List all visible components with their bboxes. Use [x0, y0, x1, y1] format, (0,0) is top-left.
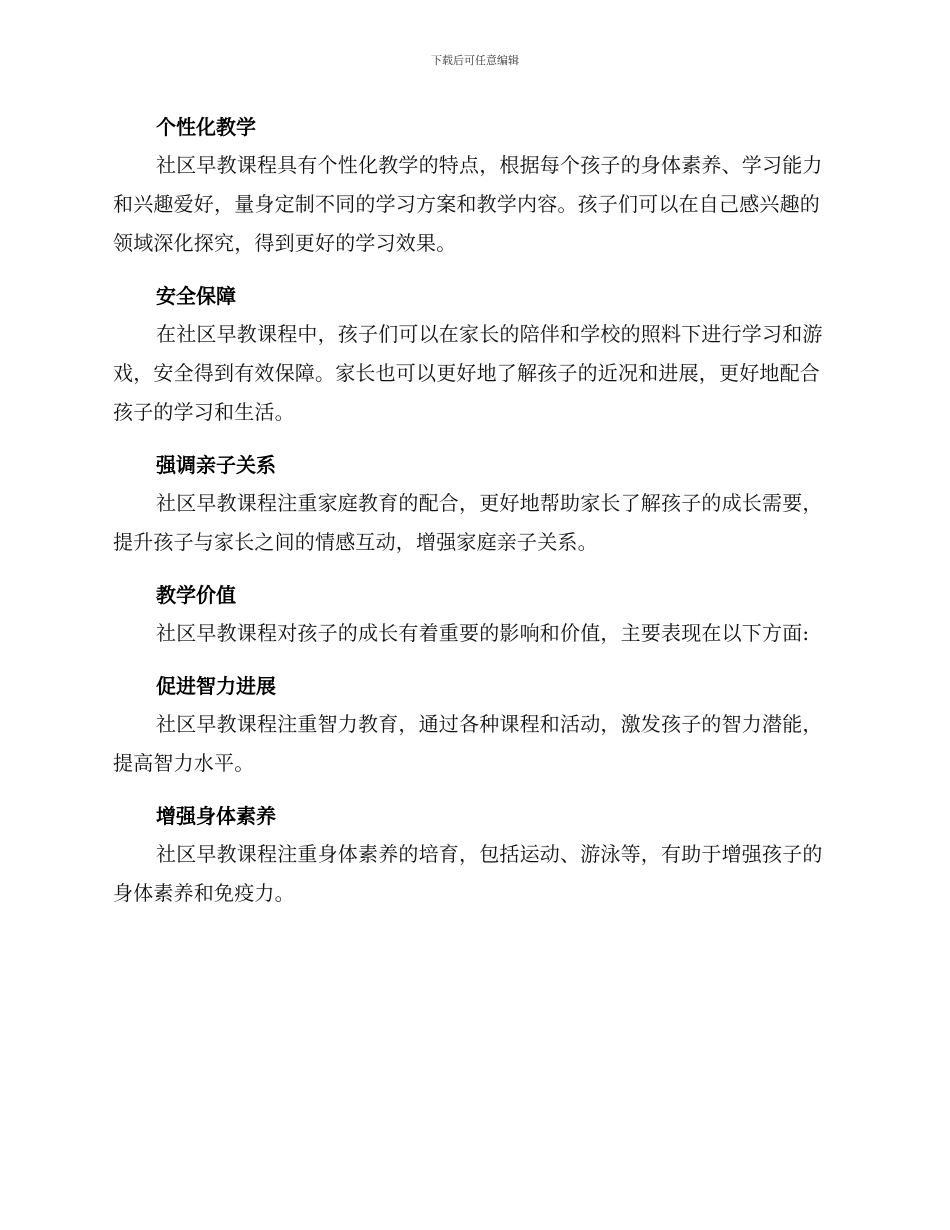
section-paragraph: 在社区早教课程中，孩子们可以在家长的陪伴和学校的照料下进行学习和游戏，安全得到有效保障。家长也可以更好地了解孩子的近况和进展，更好地配合孩子的学习和生活。 [113, 322, 823, 424]
section-safety [113, 277, 833, 432]
section-title: 强调亲子关系 [156, 453, 276, 477]
section-physical-fitness [113, 797, 833, 913]
page-header: 下载后可任意编辑 [431, 54, 519, 67]
section-title: 促进智力进展 [156, 674, 276, 698]
section-parent-child [113, 446, 833, 562]
section-title: 增强身体素养 [156, 804, 276, 828]
section-paragraph: 社区早教课程对孩子的成长有着重要的影响和价值，主要表现在以下方面: [156, 621, 810, 645]
section-teaching-value [113, 576, 833, 653]
section-paragraph: 社区早教课程具有个性化教学的特点，根据每个孩子的身体素养、学习能力和兴趣爱好，量身定制不同的学习方案和教学内容。孩子们可以在自己感兴趣的领域深化探究，得到更好的学习效果。 [113, 153, 823, 255]
section-paragraph: 社区早教课程注重家庭教育的配合，更好地帮助家长了解孩子的成长需要，提升孩子与家长之间的情感互动，增强家庭亲子关系。 [113, 491, 823, 554]
section-personalized-teaching [113, 108, 833, 263]
section-title: 个性化教学 [156, 115, 256, 139]
section-paragraph: 社区早教课程注重智力教育，通过各种课程和活动，激发孩子的智力潜能，提高智力水平。 [113, 712, 823, 775]
section-intellectual-development [113, 667, 833, 783]
section-paragraph: 社区早教课程注重身体素养的培育，包括运动、游泳等，有助于增强孩子的身体素养和免疫力。 [113, 842, 823, 905]
section-title: 教学价值 [156, 583, 236, 607]
section-title: 安全保障 [156, 284, 236, 308]
document-body [113, 108, 833, 927]
